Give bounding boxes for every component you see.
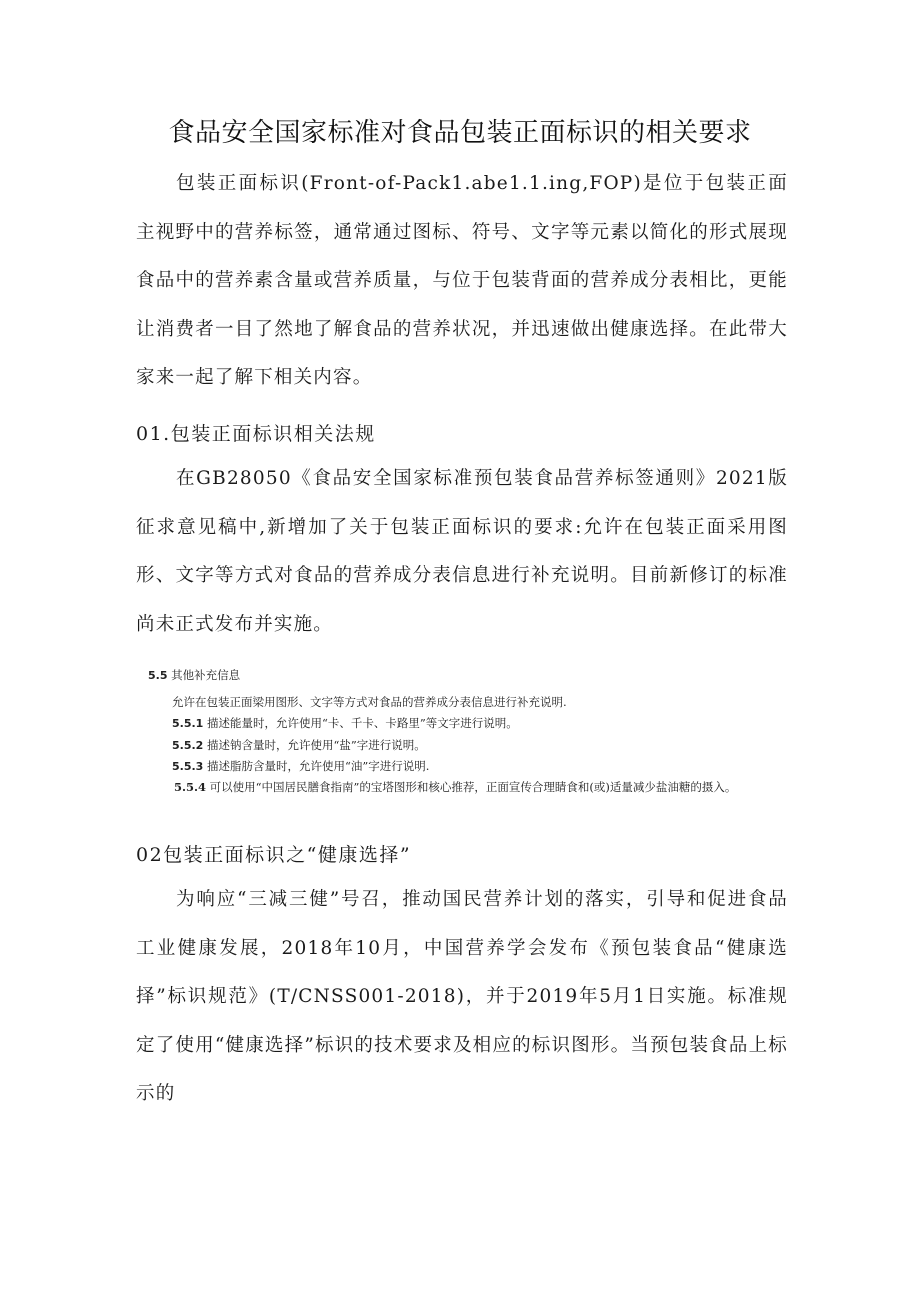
excerpt-item-number: 5.5.3: [172, 760, 204, 773]
excerpt-item-text: 描述能量时，允许使用“卡、千卡、卡路里”等文字进行说明。: [206, 716, 518, 730]
section2-paragraph: 为响应“三减三健”号召，推动国民营养计划的落实，引导和促进食品工业健康发展，2018年10月，中国营养学会发布《预包装食品“健康选择”标识规范》(T/CNSS001-2018)，并于2019年5月1日实施。标准规定了使用“健康选择”标识的技术要求及相应的标识图形。当预包装食品上标示的: [136, 889, 788, 1104]
section1-paragraph: 在GB28050《食品安全国家标准预包装食品营养标签通则》2021版征求意见稿中,新增加了关于包装正面标识的要求:允许在包装正面采用图形、文字等方式对食品的营养成分表信息进行补充说明。目前新修订的标准尚未正式发布并实施。: [136, 468, 788, 635]
excerpt-item: [172, 757, 429, 776]
excerpt-heading: [148, 666, 240, 685]
section2-heading: 02包装正面标识之“健康选择”: [136, 844, 412, 866]
excerpt-heading-text: 其他补充信息: [171, 668, 241, 682]
page-title: 食品安全国家标准对食品包装正面标识的相关要求: [168, 118, 752, 148]
section1-heading: 01.包装正面标识相关法规: [136, 423, 376, 445]
excerpt-item: [172, 714, 518, 733]
excerpt-item: [174, 778, 794, 797]
excerpt-item-text: 可以使用“中国居民膳食指南”的宝塔图形和核心推荐，正面宣传合理睛食和(或)适量减少盐油糖的摄入。: [209, 780, 737, 794]
excerpt-item-text: 描述脂肪含量时，允许使用“油”字进行说明.: [206, 759, 430, 773]
excerpt-line: 允许在包装正面梁用图形、文字等方式对食品的营养成分表信息进行补充说明.: [172, 695, 567, 709]
excerpt-item-number: 5.5.4: [174, 780, 207, 794]
excerpt-item-text: 描述钠含量时，允许使用“盐”字进行说明。: [206, 738, 426, 752]
excerpt-item: [172, 736, 426, 755]
intro-paragraph: 包装正面标识(Front-of-Pack1.abe1.1.ing,FOP)是位于包装正面主视野中的营养标签，通常通过图标、符号、文字等元素以简化的形式展现食品中的营养素含量或营养质量，与位于包装背面的营养成分表相比，更能让消费者一目了然地了解食品的营养状况，并迅速做出健康选择。在此带大家来一起了解下相关内容。: [136, 173, 788, 388]
excerpt-item-number: 5.5.2: [172, 739, 204, 752]
excerpt-heading-number: 5.5: [148, 669, 168, 682]
excerpt-item-number: 5.5.1: [172, 717, 204, 730]
